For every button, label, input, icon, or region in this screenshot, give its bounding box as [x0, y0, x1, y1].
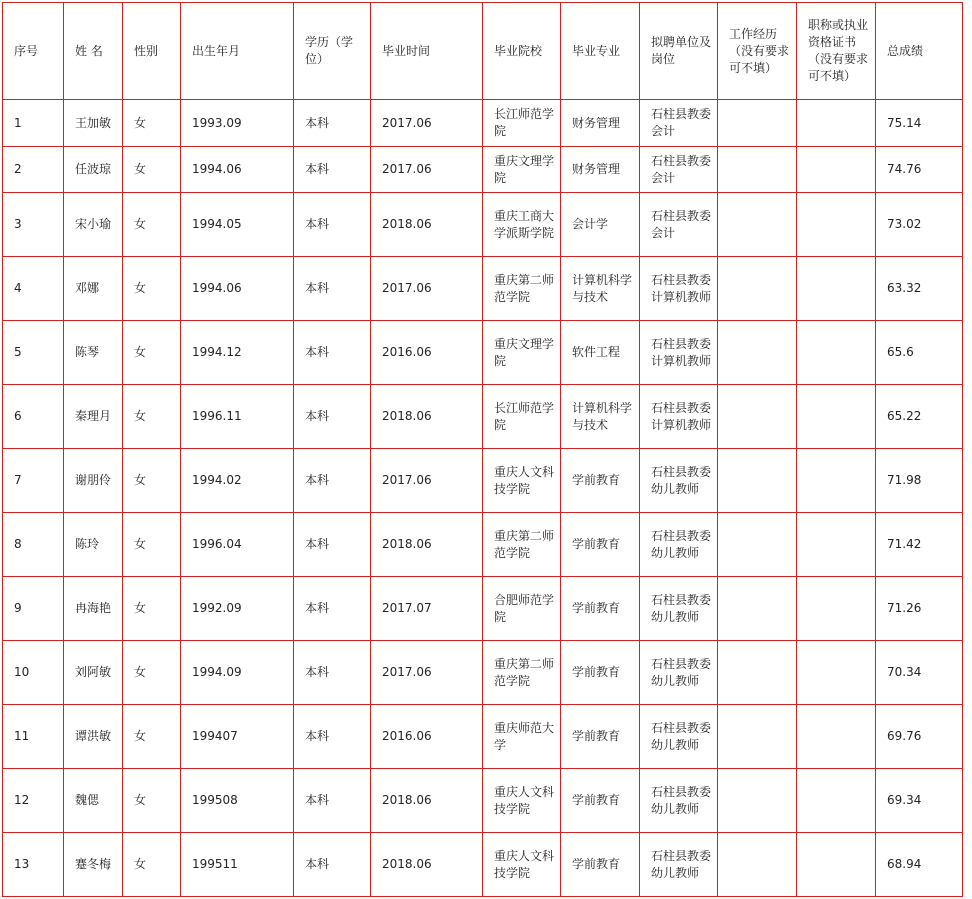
cell-seq-number: 7	[3, 449, 64, 513]
cell-major: 财务管理	[561, 100, 640, 147]
cell-total-score: 75.14	[876, 100, 963, 147]
cell-work-experience	[718, 833, 797, 897]
results-table	[2, 2, 963, 897]
cell-school: 重庆文理学院	[483, 321, 561, 385]
cell-name: 魏偲	[64, 769, 123, 833]
cell-graduation-date: 2017.06	[371, 641, 483, 705]
cell-work-experience	[718, 641, 797, 705]
cell-work-experience	[718, 100, 797, 147]
header-seq-number: 序号	[3, 3, 64, 100]
header-gender: 性别	[123, 3, 181, 100]
cell-gender: 女	[123, 577, 181, 641]
table-row	[3, 321, 963, 385]
cell-seq-number: 4	[3, 257, 64, 321]
table-row	[3, 833, 963, 897]
cell-school: 重庆人文科技学院	[483, 769, 561, 833]
cell-major: 学前教育	[561, 769, 640, 833]
cell-school: 重庆人文科技学院	[483, 449, 561, 513]
cell-gender: 女	[123, 321, 181, 385]
cell-total-score: 71.98	[876, 449, 963, 513]
cell-name: 王加敏	[64, 100, 123, 147]
cell-name: 秦理月	[64, 385, 123, 449]
cell-total-score: 70.34	[876, 641, 963, 705]
cell-school: 重庆师范大学	[483, 705, 561, 769]
cell-school: 重庆文理学院	[483, 147, 561, 193]
cell-birth-date: 1996.11	[181, 385, 294, 449]
cell-birth-date: 1994.06	[181, 147, 294, 193]
cell-seq-number: 11	[3, 705, 64, 769]
table-row	[3, 705, 963, 769]
cell-graduation-date: 2018.06	[371, 769, 483, 833]
cell-education: 本科	[294, 577, 371, 641]
header-certificate: 职称或执业资格证书（没有要求可不填）	[797, 3, 876, 100]
cell-graduation-date: 2018.06	[371, 833, 483, 897]
table-row	[3, 385, 963, 449]
cell-birth-date: 1996.04	[181, 513, 294, 577]
cell-education: 本科	[294, 641, 371, 705]
cell-gender: 女	[123, 193, 181, 257]
table-body	[3, 100, 963, 897]
cell-school: 重庆第二师范学院	[483, 257, 561, 321]
cell-work-experience	[718, 449, 797, 513]
cell-birth-date: 1994.06	[181, 257, 294, 321]
cell-certificate	[797, 769, 876, 833]
cell-name: 刘阿敏	[64, 641, 123, 705]
cell-seq-number: 13	[3, 833, 64, 897]
header-education: 学历（学位）	[294, 3, 371, 100]
cell-total-score: 71.26	[876, 577, 963, 641]
cell-graduation-date: 2016.06	[371, 705, 483, 769]
cell-gender: 女	[123, 449, 181, 513]
table-row	[3, 769, 963, 833]
cell-name: 陈琴	[64, 321, 123, 385]
header-total-score: 总成绩	[876, 3, 963, 100]
cell-total-score: 73.02	[876, 193, 963, 257]
cell-position: 石柱县教委幼儿教师	[640, 833, 718, 897]
cell-work-experience	[718, 513, 797, 577]
cell-certificate	[797, 705, 876, 769]
table-row	[3, 513, 963, 577]
cell-name: 冉海艳	[64, 577, 123, 641]
cell-birth-date: 199407	[181, 705, 294, 769]
cell-certificate	[797, 193, 876, 257]
cell-seq-number: 10	[3, 641, 64, 705]
cell-education: 本科	[294, 833, 371, 897]
cell-position: 石柱县教委计算机教师	[640, 257, 718, 321]
header-school: 毕业院校	[483, 3, 561, 100]
cell-graduation-date: 2017.07	[371, 577, 483, 641]
cell-work-experience	[718, 577, 797, 641]
header-row	[3, 3, 963, 100]
cell-work-experience	[718, 193, 797, 257]
cell-major: 计算机科学与技术	[561, 385, 640, 449]
cell-major: 学前教育	[561, 641, 640, 705]
cell-gender: 女	[123, 385, 181, 449]
cell-position: 石柱县教委幼儿教师	[640, 705, 718, 769]
cell-certificate	[797, 449, 876, 513]
cell-position: 石柱县教委会计	[640, 193, 718, 257]
cell-work-experience	[718, 147, 797, 193]
cell-name: 蹇冬梅	[64, 833, 123, 897]
cell-major: 会计学	[561, 193, 640, 257]
cell-major: 财务管理	[561, 147, 640, 193]
cell-seq-number: 9	[3, 577, 64, 641]
cell-position: 石柱县教委幼儿教师	[640, 513, 718, 577]
cell-school: 合肥师范学院	[483, 577, 561, 641]
cell-school: 重庆工商大学派斯学院	[483, 193, 561, 257]
header-name: 姓 名	[64, 3, 123, 100]
cell-education: 本科	[294, 321, 371, 385]
table-row	[3, 641, 963, 705]
cell-birth-date: 1992.09	[181, 577, 294, 641]
cell-major: 学前教育	[561, 577, 640, 641]
cell-total-score: 69.76	[876, 705, 963, 769]
cell-education: 本科	[294, 147, 371, 193]
cell-graduation-date: 2017.06	[371, 257, 483, 321]
cell-position: 石柱县教委会计	[640, 147, 718, 193]
cell-school: 重庆第二师范学院	[483, 641, 561, 705]
cell-seq-number: 12	[3, 769, 64, 833]
header-work-experience: 工作经历（没有要求可不填）	[718, 3, 797, 100]
cell-gender: 女	[123, 100, 181, 147]
cell-total-score: 65.6	[876, 321, 963, 385]
cell-certificate	[797, 385, 876, 449]
cell-graduation-date: 2018.06	[371, 193, 483, 257]
cell-seq-number: 8	[3, 513, 64, 577]
cell-major: 学前教育	[561, 833, 640, 897]
cell-school: 重庆第二师范学院	[483, 513, 561, 577]
cell-major: 计算机科学与技术	[561, 257, 640, 321]
cell-position: 石柱县教委幼儿教师	[640, 641, 718, 705]
header-graduation-date: 毕业时间	[371, 3, 483, 100]
cell-name: 邓娜	[64, 257, 123, 321]
cell-education: 本科	[294, 257, 371, 321]
cell-certificate	[797, 513, 876, 577]
cell-total-score: 65.22	[876, 385, 963, 449]
cell-certificate	[797, 147, 876, 193]
cell-education: 本科	[294, 449, 371, 513]
cell-graduation-date: 2017.06	[371, 147, 483, 193]
cell-graduation-date: 2018.06	[371, 385, 483, 449]
cell-education: 本科	[294, 193, 371, 257]
cell-major: 学前教育	[561, 705, 640, 769]
cell-graduation-date: 2016.06	[371, 321, 483, 385]
cell-gender: 女	[123, 257, 181, 321]
cell-graduation-date: 2017.06	[371, 100, 483, 147]
cell-work-experience	[718, 321, 797, 385]
cell-position: 石柱县教委计算机教师	[640, 321, 718, 385]
cell-education: 本科	[294, 769, 371, 833]
cell-work-experience	[718, 257, 797, 321]
cell-major: 学前教育	[561, 513, 640, 577]
cell-certificate	[797, 833, 876, 897]
cell-work-experience	[718, 385, 797, 449]
cell-seq-number: 1	[3, 100, 64, 147]
table-row	[3, 449, 963, 513]
table-row	[3, 100, 963, 147]
cell-position: 石柱县教委幼儿教师	[640, 449, 718, 513]
cell-position: 石柱县教委计算机教师	[640, 385, 718, 449]
cell-position: 石柱县教委会计	[640, 100, 718, 147]
table-row	[3, 257, 963, 321]
cell-seq-number: 3	[3, 193, 64, 257]
cell-birth-date: 199508	[181, 769, 294, 833]
cell-major: 学前教育	[561, 449, 640, 513]
cell-school: 长江师范学院	[483, 100, 561, 147]
cell-work-experience	[718, 769, 797, 833]
cell-education: 本科	[294, 705, 371, 769]
cell-gender: 女	[123, 705, 181, 769]
cell-name: 宋小瑜	[64, 193, 123, 257]
cell-gender: 女	[123, 641, 181, 705]
cell-total-score: 69.34	[876, 769, 963, 833]
cell-total-score: 63.32	[876, 257, 963, 321]
cell-graduation-date: 2017.06	[371, 449, 483, 513]
header-major: 毕业专业	[561, 3, 640, 100]
cell-birth-date: 1994.12	[181, 321, 294, 385]
cell-total-score: 71.42	[876, 513, 963, 577]
cell-graduation-date: 2018.06	[371, 513, 483, 577]
cell-education: 本科	[294, 100, 371, 147]
cell-name: 任波琼	[64, 147, 123, 193]
table-row	[3, 577, 963, 641]
cell-birth-date: 1994.09	[181, 641, 294, 705]
cell-name: 谢朋伶	[64, 449, 123, 513]
table-row	[3, 193, 963, 257]
cell-seq-number: 6	[3, 385, 64, 449]
cell-birth-date: 199511	[181, 833, 294, 897]
cell-work-experience	[718, 705, 797, 769]
cell-certificate	[797, 577, 876, 641]
cell-birth-date: 1994.02	[181, 449, 294, 513]
cell-seq-number: 2	[3, 147, 64, 193]
cell-certificate	[797, 641, 876, 705]
cell-certificate	[797, 321, 876, 385]
cell-major: 软件工程	[561, 321, 640, 385]
cell-name: 谭洪敏	[64, 705, 123, 769]
cell-position: 石柱县教委幼儿教师	[640, 769, 718, 833]
cell-total-score: 74.76	[876, 147, 963, 193]
cell-education: 本科	[294, 385, 371, 449]
cell-gender: 女	[123, 833, 181, 897]
cell-school: 长江师范学院	[483, 385, 561, 449]
cell-total-score: 68.94	[876, 833, 963, 897]
cell-birth-date: 1994.05	[181, 193, 294, 257]
cell-gender: 女	[123, 147, 181, 193]
header-position: 拟聘单位及岗位	[640, 3, 718, 100]
header-birth-date: 出生年月	[181, 3, 294, 100]
cell-education: 本科	[294, 513, 371, 577]
cell-position: 石柱县教委幼儿教师	[640, 577, 718, 641]
cell-name: 陈玲	[64, 513, 123, 577]
cell-gender: 女	[123, 769, 181, 833]
cell-certificate	[797, 100, 876, 147]
table-row	[3, 147, 963, 193]
cell-school: 重庆人文科技学院	[483, 833, 561, 897]
cell-seq-number: 5	[3, 321, 64, 385]
cell-birth-date: 1993.09	[181, 100, 294, 147]
cell-gender: 女	[123, 513, 181, 577]
cell-certificate	[797, 257, 876, 321]
